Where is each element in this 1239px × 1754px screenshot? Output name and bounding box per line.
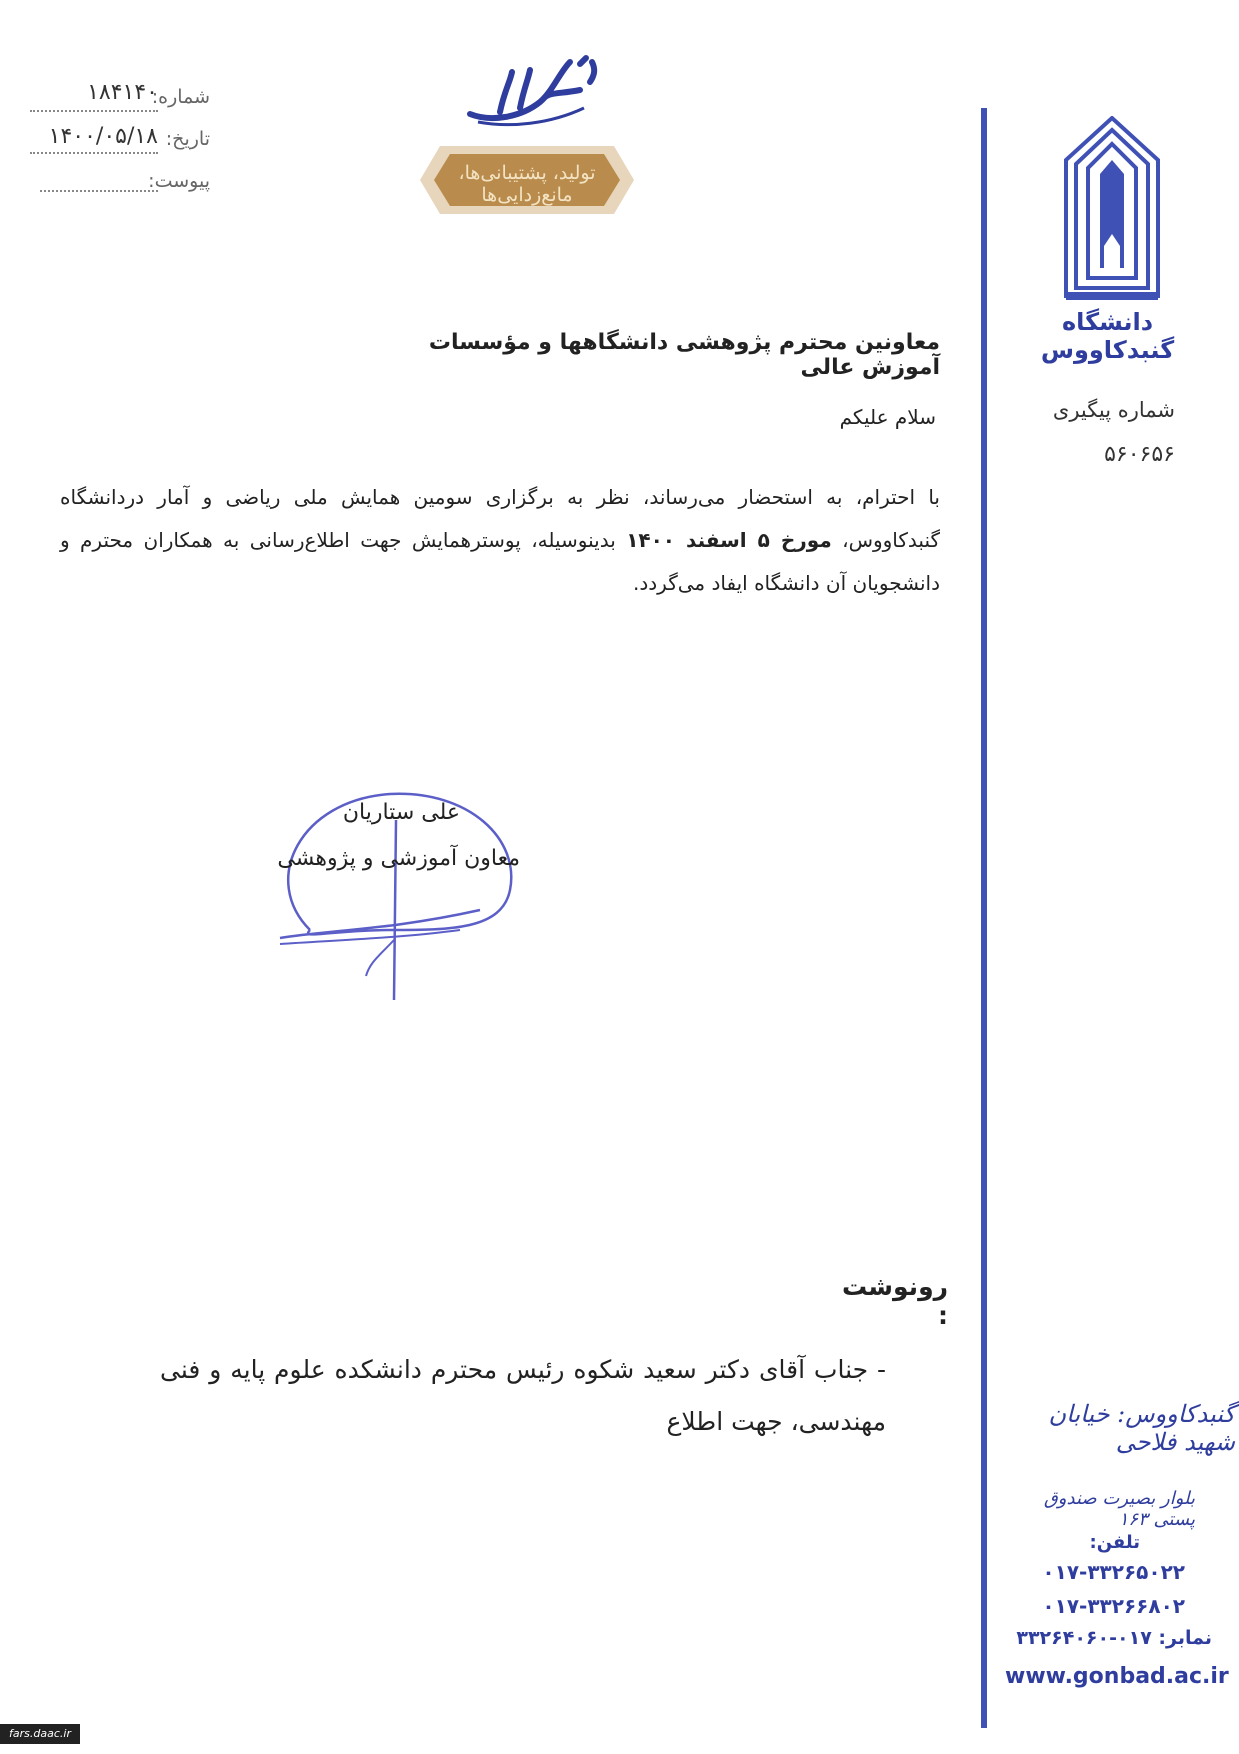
address-line-2: بلوار بصیرت صندوق پستی ۱۶۳ <box>1043 1488 1195 1530</box>
number-label: شماره: <box>151 86 210 108</box>
brand-divider <box>981 108 987 1728</box>
addressee: معاونین محترم پژوهشی دانشگاهها و مؤسسات آموزش عالی <box>428 330 940 380</box>
letter-date: ۱۴۰۰/۰۵/۱۸ <box>48 124 158 149</box>
date-dotline <box>30 152 158 154</box>
body-date-bold: مورخ ۵ اسفند ۱۴۰۰ <box>626 528 832 552</box>
greeting: سلام علیکم <box>839 405 936 429</box>
signer-title: معاون آموزشی و پژوهشی <box>277 846 520 871</box>
website-link[interactable]: www.gonbad.ac.ir <box>1005 1664 1229 1689</box>
letter-body <box>60 476 940 605</box>
university-logo-icon <box>1064 116 1160 306</box>
watermark-logo: fars.daac.ir <box>0 1724 80 1744</box>
address-line-1: گنبدکاووس: خیابان شهید فلاحی <box>1048 1400 1235 1456</box>
letter-meta <box>20 80 220 196</box>
slogan-text: تولید، پشتیبانی‌ها، مانع‌زدایی‌ها <box>458 162 596 206</box>
basmala-calligraphy <box>460 52 600 130</box>
body-text-2: بدینوسیله، پوسترهمایش جهت اطلاع‌رسانی به همکاران محترم و دانشجویان آن دانشگاه ایفاد می‌گردد. <box>60 528 940 595</box>
letter-number: ۱۸۴۱۴۰ <box>87 80 158 105</box>
fax-number: نمابر: ۰۱۷-۳۳۲۶۴۰۶۰ <box>1016 1627 1212 1649</box>
tracking-label: شماره پیگیری <box>1052 398 1175 422</box>
cc-heading: رونوشت : <box>841 1272 948 1330</box>
phone-1: ۰۱۷-۳۳۲۶۵۰۲۲ <box>1042 1560 1185 1584</box>
date-label: تاریخ: <box>165 128 210 150</box>
phone-label: تلفن: <box>1089 1532 1140 1553</box>
tracking-number: ۵۶۰۶۵۶ <box>1104 442 1175 467</box>
number-dotline <box>30 110 158 112</box>
signer-name: علی ستاریان <box>342 800 460 825</box>
attachment-dotline <box>40 190 158 192</box>
university-name: دانشگاه گنبدکاووس <box>1040 308 1175 364</box>
phone-2: ۰۱۷-۳۳۲۶۶۸۰۲ <box>1042 1594 1185 1618</box>
attachment-label: پیوست: <box>148 170 210 192</box>
cc-recipient: - جناب آقای دکتر سعید شکوه رئیس محترم دانشکده علوم پایه و فنی مهندسی، جهت اطلاع <box>160 1355 886 1436</box>
body-text-1: با احترام، به استحضار می‌رساند، نظر به برگزاری سومین همایش ملی ریاضی و آمار دردانشگاه گنبدکاووس، <box>60 485 941 552</box>
